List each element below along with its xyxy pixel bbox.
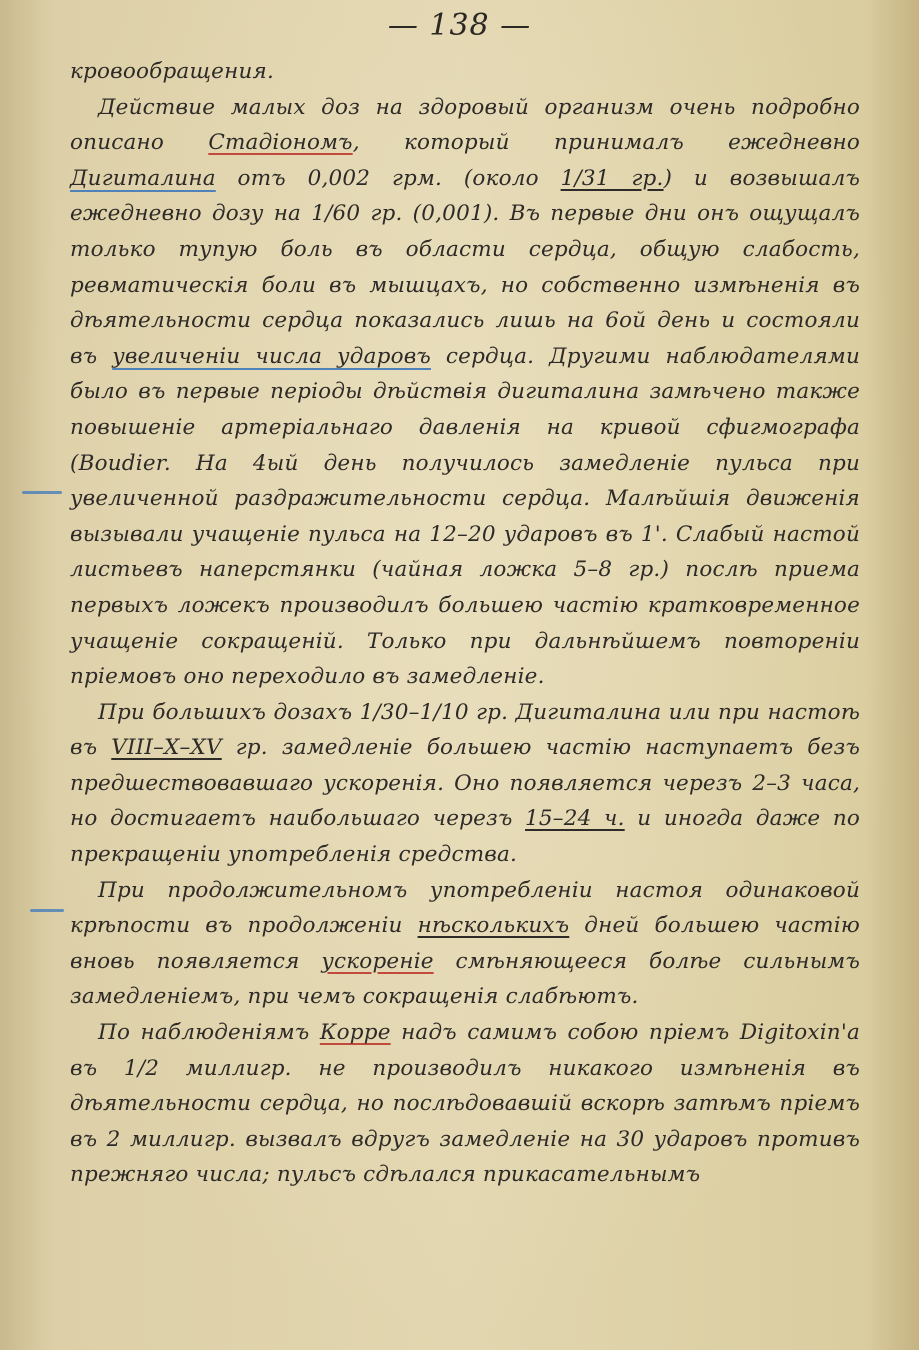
text-run: отъ 0,002 грм. (около bbox=[215, 165, 561, 191]
underlined-text: нѣсколькихъ bbox=[417, 913, 570, 939]
text-run: надъ самимъ собою пріемъ Digitoxin'а въ 1/2 миллигр. не производилъ никакого измѣненія въ дѣятельности сердца, но послѣдовавшій вскорѣ затѣмъ пріемъ въ 2 миллигр. вызвалъ вдругъ замедленіе на 30 ударовъ противъ прежняго числа; пульсъ сдѣлался прикасательнымъ bbox=[70, 1020, 860, 1188]
underlined-text: Корре bbox=[319, 1020, 391, 1046]
underlined-text: Стадіономъ bbox=[208, 130, 353, 156]
text-run: кровообращения. bbox=[70, 59, 274, 84]
text-run: сердца. Другими наблюдателями было въ первые періоды дѣйствія дигиталина замѣчено также повышеніе артеріальнаго давленія на кривой сфигмографа (Boudier. На 4ый день получилось замедленіе пульса при увеличенной раздражительности сердца. Малѣйшія движенія вызывали учащеніе пульса на 12–20 ударовъ въ 1'. Слабый настой листьевъ наперстянки (чайная ложка 5–8 гр.) послѣ приема первыхъ ложекъ производилъ большею частію кратковременное учащеніе сокращеній. Только при дальнѣйшемъ повтореніи пріемовъ оно переходило въ замедленіе. bbox=[70, 343, 860, 690]
underlined-text: 1/31 гр. bbox=[560, 165, 664, 191]
underlined-text: ускореніе bbox=[321, 948, 434, 974]
underlined-text: 15–24 ч. bbox=[525, 806, 625, 832]
text-run: смѣняющееся болѣе сильнымъ замедленіемъ, при чемъ сокращенія слабѣютъ. bbox=[70, 948, 860, 1010]
page-number: — 138 — bbox=[387, 8, 532, 43]
margin-mark-left bbox=[22, 491, 62, 494]
paragraph bbox=[70, 873, 860, 1015]
text-run: , который принималъ ежедневно bbox=[352, 130, 860, 156]
text-run: дней большею частію вновь появляется bbox=[70, 913, 860, 974]
text-run: и иногда даже по прекращеніи употребленія средства. bbox=[70, 806, 861, 868]
paragraph bbox=[70, 1015, 860, 1193]
underlined-text: увеличеніи числа ударовъ bbox=[112, 343, 431, 369]
text-run: При большихъ дозахъ 1/30–1/10 гр. Дигиталина или при настоѣ въ bbox=[70, 699, 860, 761]
paragraph bbox=[70, 90, 860, 695]
text-run: По наблюденіямъ bbox=[98, 1020, 320, 1046]
underlined-text: Дигиталина bbox=[70, 165, 216, 191]
text-run: ) и возвышалъ ежедневно дозу на 1/60 гр. (0,001). Въ первые дни онъ ощущалъ только тупую боль въ области сердца, общую слабость, ревматическія боли въ мышцахъ, но собственно измѣненія въ дѣятельности сердца показались лишь на 6ой день и состояли въ bbox=[70, 165, 860, 369]
underlined-text: VIII–X–XV bbox=[111, 735, 222, 761]
manuscript-body bbox=[70, 54, 860, 1193]
text-run: При продолжительномъ употребленіи настоя одинаковой крѣпости въ продолженіи bbox=[70, 877, 860, 939]
text-run: Действие малых доз на здоровый организм очень подробно описано bbox=[70, 94, 860, 156]
paragraph bbox=[70, 54, 860, 90]
text-run: гр. замедленіе большею частію наступаетъ безъ предшествовавшаго ускоренія. Оно появляется черезъ 2–3 часа, но достигаетъ наибольшаго черезъ bbox=[70, 735, 860, 832]
margin-mark-left bbox=[30, 909, 64, 912]
paragraph bbox=[70, 695, 860, 873]
